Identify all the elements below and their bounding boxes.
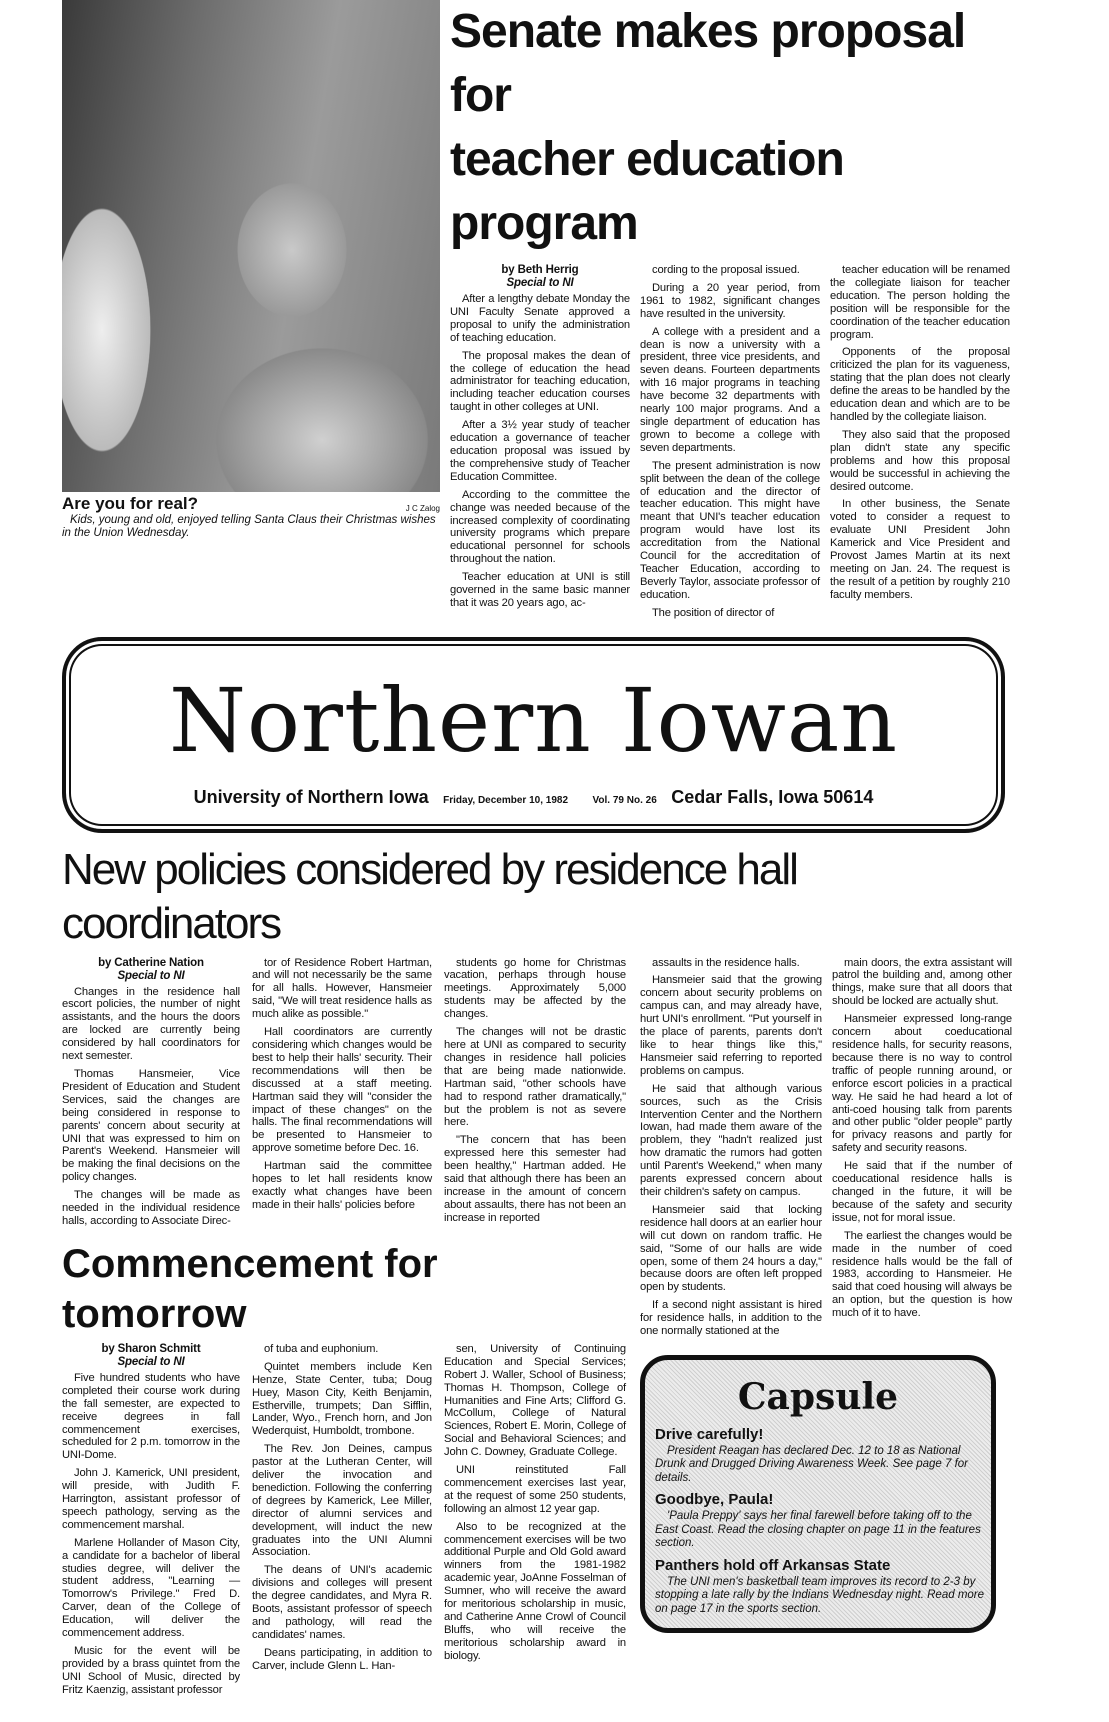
- santa-photo: [62, 0, 440, 492]
- column-text: [640, 264, 820, 620]
- byline-name: by Catherine Nation: [98, 956, 204, 969]
- paragraph: sen, University of Continuing Education and Special Services; Robert J. Waller, School of Business; Thomas H. Thompson, College of Humanities and Fine Arts; Clifford G. McCollum, College of Natural Sciences, Robert E. Morin, College of Social and Behavioral Sciences; and John C. Downey, Graduate College.: [444, 1342, 626, 1459]
- residence-columns-right: [640, 957, 1014, 1343]
- paragraph: They also said that the proposed plan didn't state any specific problems and how this proposal would be successful in achieving the desired outcome.: [830, 428, 1010, 493]
- commencement-column-3: [444, 1343, 626, 1668]
- senate-columns: [450, 264, 1014, 625]
- residence-column-5: [832, 957, 1012, 1325]
- paragraph: cording to the proposal issued.: [652, 264, 800, 276]
- byline-role: Special to NI: [117, 1355, 185, 1368]
- byline: [62, 957, 240, 983]
- column-text: [62, 986, 240, 1228]
- paragraph: During a 20 year period, from 1961 to 1982, significant changes have resulted in the university.: [640, 281, 820, 320]
- column-text: [444, 1343, 626, 1663]
- location: Cedar Falls, Iowa 50614: [671, 786, 874, 807]
- paragraph: Hall coordinators are currently considering which changes would be best to help their halls' security. Their recommendations will then be discussed at a staff meeting. Hartman said they will "consider the impact of these changes" on the halls. The final recommendations will be presented to Hansmeier to approve sometime before Dec. 16.: [252, 1026, 432, 1155]
- capsule-item-heading: Goodbye, Paula!: [655, 1491, 774, 1509]
- paragraph: Teacher education at UNI is still governed in the same basic manner that it was 20 years ago, ac-: [450, 571, 630, 609]
- paragraph: The changes will not be drastic here at UNI as compared to security changes in residence hall policies that are being made nationwide. Hartman said, "other schools have had to respond rather dramatically," but the problem is not as severe here.: [444, 1026, 626, 1129]
- residence-columns-left: [62, 957, 628, 1233]
- paragraph: teacher education will be renamed the collegiate liaison for teacher education. The person holding the position will be responsible for the coordination of the teacher education program.: [830, 264, 1010, 341]
- paragraph: The position of director of: [652, 606, 775, 619]
- paragraph: A college with a president and a dean is now a university with a president, three vice presidents, and seven deans. Fourteen departments with 16 major programs in teaching have become 32 departments with nearly 100 major programs. And a single department of education has grown to become a college with seven departments.: [640, 325, 820, 454]
- residence-column-1: [62, 957, 240, 1233]
- issue-date: Friday, December 10, 1982: [443, 794, 569, 806]
- paragraph: Quintet members include Ken Henze, State Center, tuba; Doug Huey, Mason City, Keith Benjamin, Estherville, trumpets; Dan Sifflin, Lander, Wyo., French horn, and Jon Wederquist, Humboldt, trombone.: [252, 1360, 432, 1438]
- paragraph: Hansmeier said that the growing concern about security problems on campus can, and may already have, hurt UNI's enrollment. "Put yourself in the place of parents, parents don't like to hear things like this," Hansmeier said referring to reported problems on campus.: [640, 974, 822, 1077]
- paragraph: John J. Kamerick, UNI president, will preside, with Judith F. Harrington, assistant professor of speech pathology, serving as the commencement marshal.: [62, 1467, 240, 1531]
- byline-role: Special to NI: [506, 277, 574, 289]
- capsule-item-text: The UNI men's basketball team improves its record to 2-3 by stopping a late rally by the Indians Wednesday night. Read more on page 17 in the sports section.: [655, 1575, 985, 1615]
- capsule-item-text: 'Paula Preppy' says her final farewell before taking off to the East Coast. Read the closing chapter on page 11 in the features section.: [655, 1510, 981, 1550]
- column-text: [252, 1343, 432, 1673]
- column-text: [640, 957, 822, 1338]
- column-text: [444, 957, 626, 1225]
- bottom-section: [62, 957, 1014, 1702]
- paragraph: "The concern that has been expressed here this semester had been healthy," Hartman added. He said that although there has been an increase in the amount of concern about assaults, there has not been an increase in reported: [444, 1134, 626, 1224]
- paragraph: If a second night assistant is hired for residence halls, in addition to the one normally stationed at the: [640, 1299, 822, 1338]
- senate-column-2: [640, 264, 820, 625]
- byline-name: by Beth Herrig: [501, 264, 579, 276]
- photo-block: [62, 0, 440, 540]
- byline-name: by Sharon Schmitt: [101, 1342, 201, 1355]
- capsule-item-heading: Panthers hold off Arkansas State: [655, 1556, 891, 1574]
- paragraph: After a 3½ year study of teacher education a governance of teacher education proposal was issued by the comprehensive study of Teacher Education Committee.: [450, 419, 630, 483]
- paragraph: Hansmeier said that locking residence hall doors at an earlier hour will cut down on random traffic. He said, "Some of our halls are wide open, some of them 24 hours a day," because doors are often left propped open by students.: [640, 1203, 822, 1294]
- residence-column-2: [252, 957, 432, 1217]
- senate-headline: [450, 0, 1014, 256]
- column-text: [830, 264, 1010, 602]
- paragraph: Marlene Hollander of Mason City, a candidate for a bachelor of liberal studies degree, will deliver the student address, "Learning — Tomorrow's Privilege." Fred D. Carver, dean of the College of Education, will deliver the commencement address.: [62, 1536, 240, 1640]
- photo-credit: J C Zalog: [405, 504, 440, 513]
- capsule-box: [640, 1355, 996, 1634]
- paragraph: He said that if the number of coeducational residence halls is changed in the future, it will be because of the safety and security issue, not for moral issue.: [832, 1160, 1012, 1224]
- residence-column-4: [640, 957, 822, 1343]
- residence-column-3: [444, 957, 626, 1230]
- paragraph: main doors, the extra assistant will patrol the building and, among other things, make sure that all doors that should be locked are actually shut.: [832, 956, 1012, 1008]
- bottom-left: [62, 957, 628, 1702]
- paragraph: Music for the event will be provided by a brass quintet from the UNI School of Music, directed by Fritz Kaenzig, assistant professor: [62, 1645, 240, 1696]
- paragraph: Five hundred students who have completed their course work during the fall semester, are expected to receive degrees in fall commencement exercises, scheduled for 2 p.m. tomorrow in the UNI-Dome.: [62, 1371, 240, 1462]
- capsule-item-heading: Drive carefully!: [655, 1425, 764, 1443]
- masthead-subline: [66, 787, 1001, 808]
- column-text: [450, 293, 630, 610]
- paragraph: tor of Residence Robert Hartman, and will not necessarily be the same for all halls. However, Hansmeier said, "We will treat residence halls as much alike as possible.": [252, 956, 432, 1021]
- paragraph: According to the committee the change was needed because of the increased complexity of coordinating university programs which prepare educational personnel for schools throughout the nation.: [450, 488, 630, 566]
- paragraph: After a lengthy debate Monday the UNI Faculty Senate approved a proposal to unify the administration of teaching education.: [450, 293, 630, 344]
- senate-column-3: [830, 264, 1010, 607]
- column-text: [62, 1372, 240, 1697]
- capsule-title: Capsule: [737, 1375, 899, 1418]
- commencement-column-1: [62, 1343, 240, 1702]
- byline: [62, 1343, 240, 1369]
- paragraph: assaults in the residence halls.: [652, 956, 800, 969]
- paragraph: Thomas Hansmeier, Vice President of Education and Student Services, said the changes are being considered in response to parents' concern about security at UNI that was expressed to him on Parent's Weekend. Hansmeier will be making the final decisions on the policy changes.: [62, 1068, 240, 1184]
- photo-caption-title: Are you for real?: [62, 494, 199, 513]
- commencement-column-2: [252, 1343, 432, 1678]
- paragraph: In other business, the Senate voted to consider a request to evaluate UNI President John Kamerick and Vice President and Provost James Martin at its next meeting on Jan. 24. The request is the result of a petition by roughly 210 faculty members.: [830, 498, 1010, 601]
- masthead: [62, 637, 1005, 833]
- paragraph: Opponents of the proposal criticized the plan for its vagueness, stating that the plan does not clearly define the areas to be handled by the education dean and which are to be handled by the collegiate liaison.: [830, 346, 1010, 423]
- capsule-item-text: President Reagan has declared Dec. 12 to 18 as National Drunk and Drugged Driving Awareness Week. See page 7 for details.: [655, 1444, 969, 1484]
- paragraph: Deans participating, in addition to Carver, include Glenn L. Han-: [252, 1646, 432, 1672]
- paragraph: He said that although various sources, such as the Crisis Intervention Center and the Northern Iowan, had made them aware of the problem, they "hadn't realized just how dramatic the rumors had gotten until Parent's Weekend," when many parents expressed concern about their children's safety on campus.: [640, 1082, 822, 1198]
- headline-line: teacher education program: [450, 133, 844, 250]
- paragraph: students go home for Christmas vacation, perhaps through house meetings. Approximately 5,000 students may be affected by the changes.: [444, 956, 626, 1021]
- caption-row: [62, 494, 440, 514]
- column-text: [252, 957, 432, 1212]
- senate-column-1: [450, 264, 630, 615]
- byline-role: Special to NI: [117, 969, 185, 982]
- paragraph: of tuba and euphonium.: [264, 1342, 379, 1355]
- newspaper-title: Northern Iowan: [168, 668, 899, 772]
- commencement-headline: Commencement for tomorrow: [62, 1241, 438, 1336]
- paragraph: Hansmeier expressed long-range concern about coeducational residence halls, for security reasons, because there is no way to control traffic of people running around, or enforce escort policies in a practical way. He said he had heard a lot of anti-coed housing talk from parents and other public "older people" partly for privacy reasons and partly for safety and security reasons.: [832, 1013, 1012, 1155]
- photo-caption: Kids, young and old, enjoyed telling Santa Claus their Christmas wishes in the Union Wednesday.: [62, 514, 436, 539]
- top-section: [62, 0, 1014, 625]
- byline: [450, 264, 630, 290]
- paragraph: The earliest the changes would be made in the number of coed residence halls would be the fall of 1983, according to Hansmeier. He said that coed housing will always be an option, but the question is how much of it to have.: [832, 1229, 1012, 1320]
- senate-article: [450, 0, 1014, 625]
- paragraph: UNI reinstituted Fall commencement exercises last year, at the request of some 250 students, following an almost 12 year gap.: [444, 1464, 626, 1515]
- paragraph: The deans of UNI's academic divisions and colleges will present the degree candidates, and Myra R. Boots, assistant professor of speech and pathology, will read the candidates' names.: [252, 1564, 432, 1641]
- residence-headline: New policies considered by residence hall coordinators: [62, 844, 797, 948]
- university-name: University of Northern Iowa: [193, 786, 429, 807]
- paragraph: The present administration is now split between the dean of the college of education and the director of teacher education. This might have meant that UNI's teacher education program would have lost its accreditation from the National Council for the accreditation of Teacher Education, according to Beverly Taylor, associate professor of education.: [640, 459, 820, 601]
- bottom-right: [640, 957, 1014, 1634]
- commencement-columns: [62, 1343, 628, 1702]
- volume-number: Vol. 79 No. 26: [592, 794, 657, 806]
- column-text: [832, 957, 1012, 1320]
- paragraph: The proposal makes the dean of the college of education the head administrator for teaching education, including teacher education courses taught in other colleges at UNI.: [450, 349, 630, 414]
- paragraph: Hartman said the committee hopes to let hall residents know exactly what changes have been made in their halls' policies before: [252, 1160, 432, 1211]
- paragraph: The Rev. Jon Deines, campus pastor at the Lutheran Center, will deliver the invocation and benediction. Following the conferring of degrees by Kamerick, Lee Miller, director of alumni services and development, will induct the new graduates into the UNI Alumni Association.: [252, 1443, 432, 1559]
- paragraph: The changes will be made as needed in the individual residence halls, according to Associate Direc-: [62, 1189, 240, 1227]
- paragraph: Changes in the residence hall escort policies, the number of night assistants, and the hours the doors are locked are currently being considered by hall coordinators for next semester.: [62, 985, 240, 1063]
- headline-line: Senate makes proposal for: [450, 5, 966, 122]
- paragraph: Also to be recognized at the commencement exercises will be two additional Purple and Old Gold award winners from the 1981-1982 academic year, JoAnne Fosselman of Sumner, who will receive the award for meritorious scholarship in music, and Catherine Anne Crowl of Council Bluffs, who will receive the meritorious scholarship award in biology.: [444, 1520, 626, 1662]
